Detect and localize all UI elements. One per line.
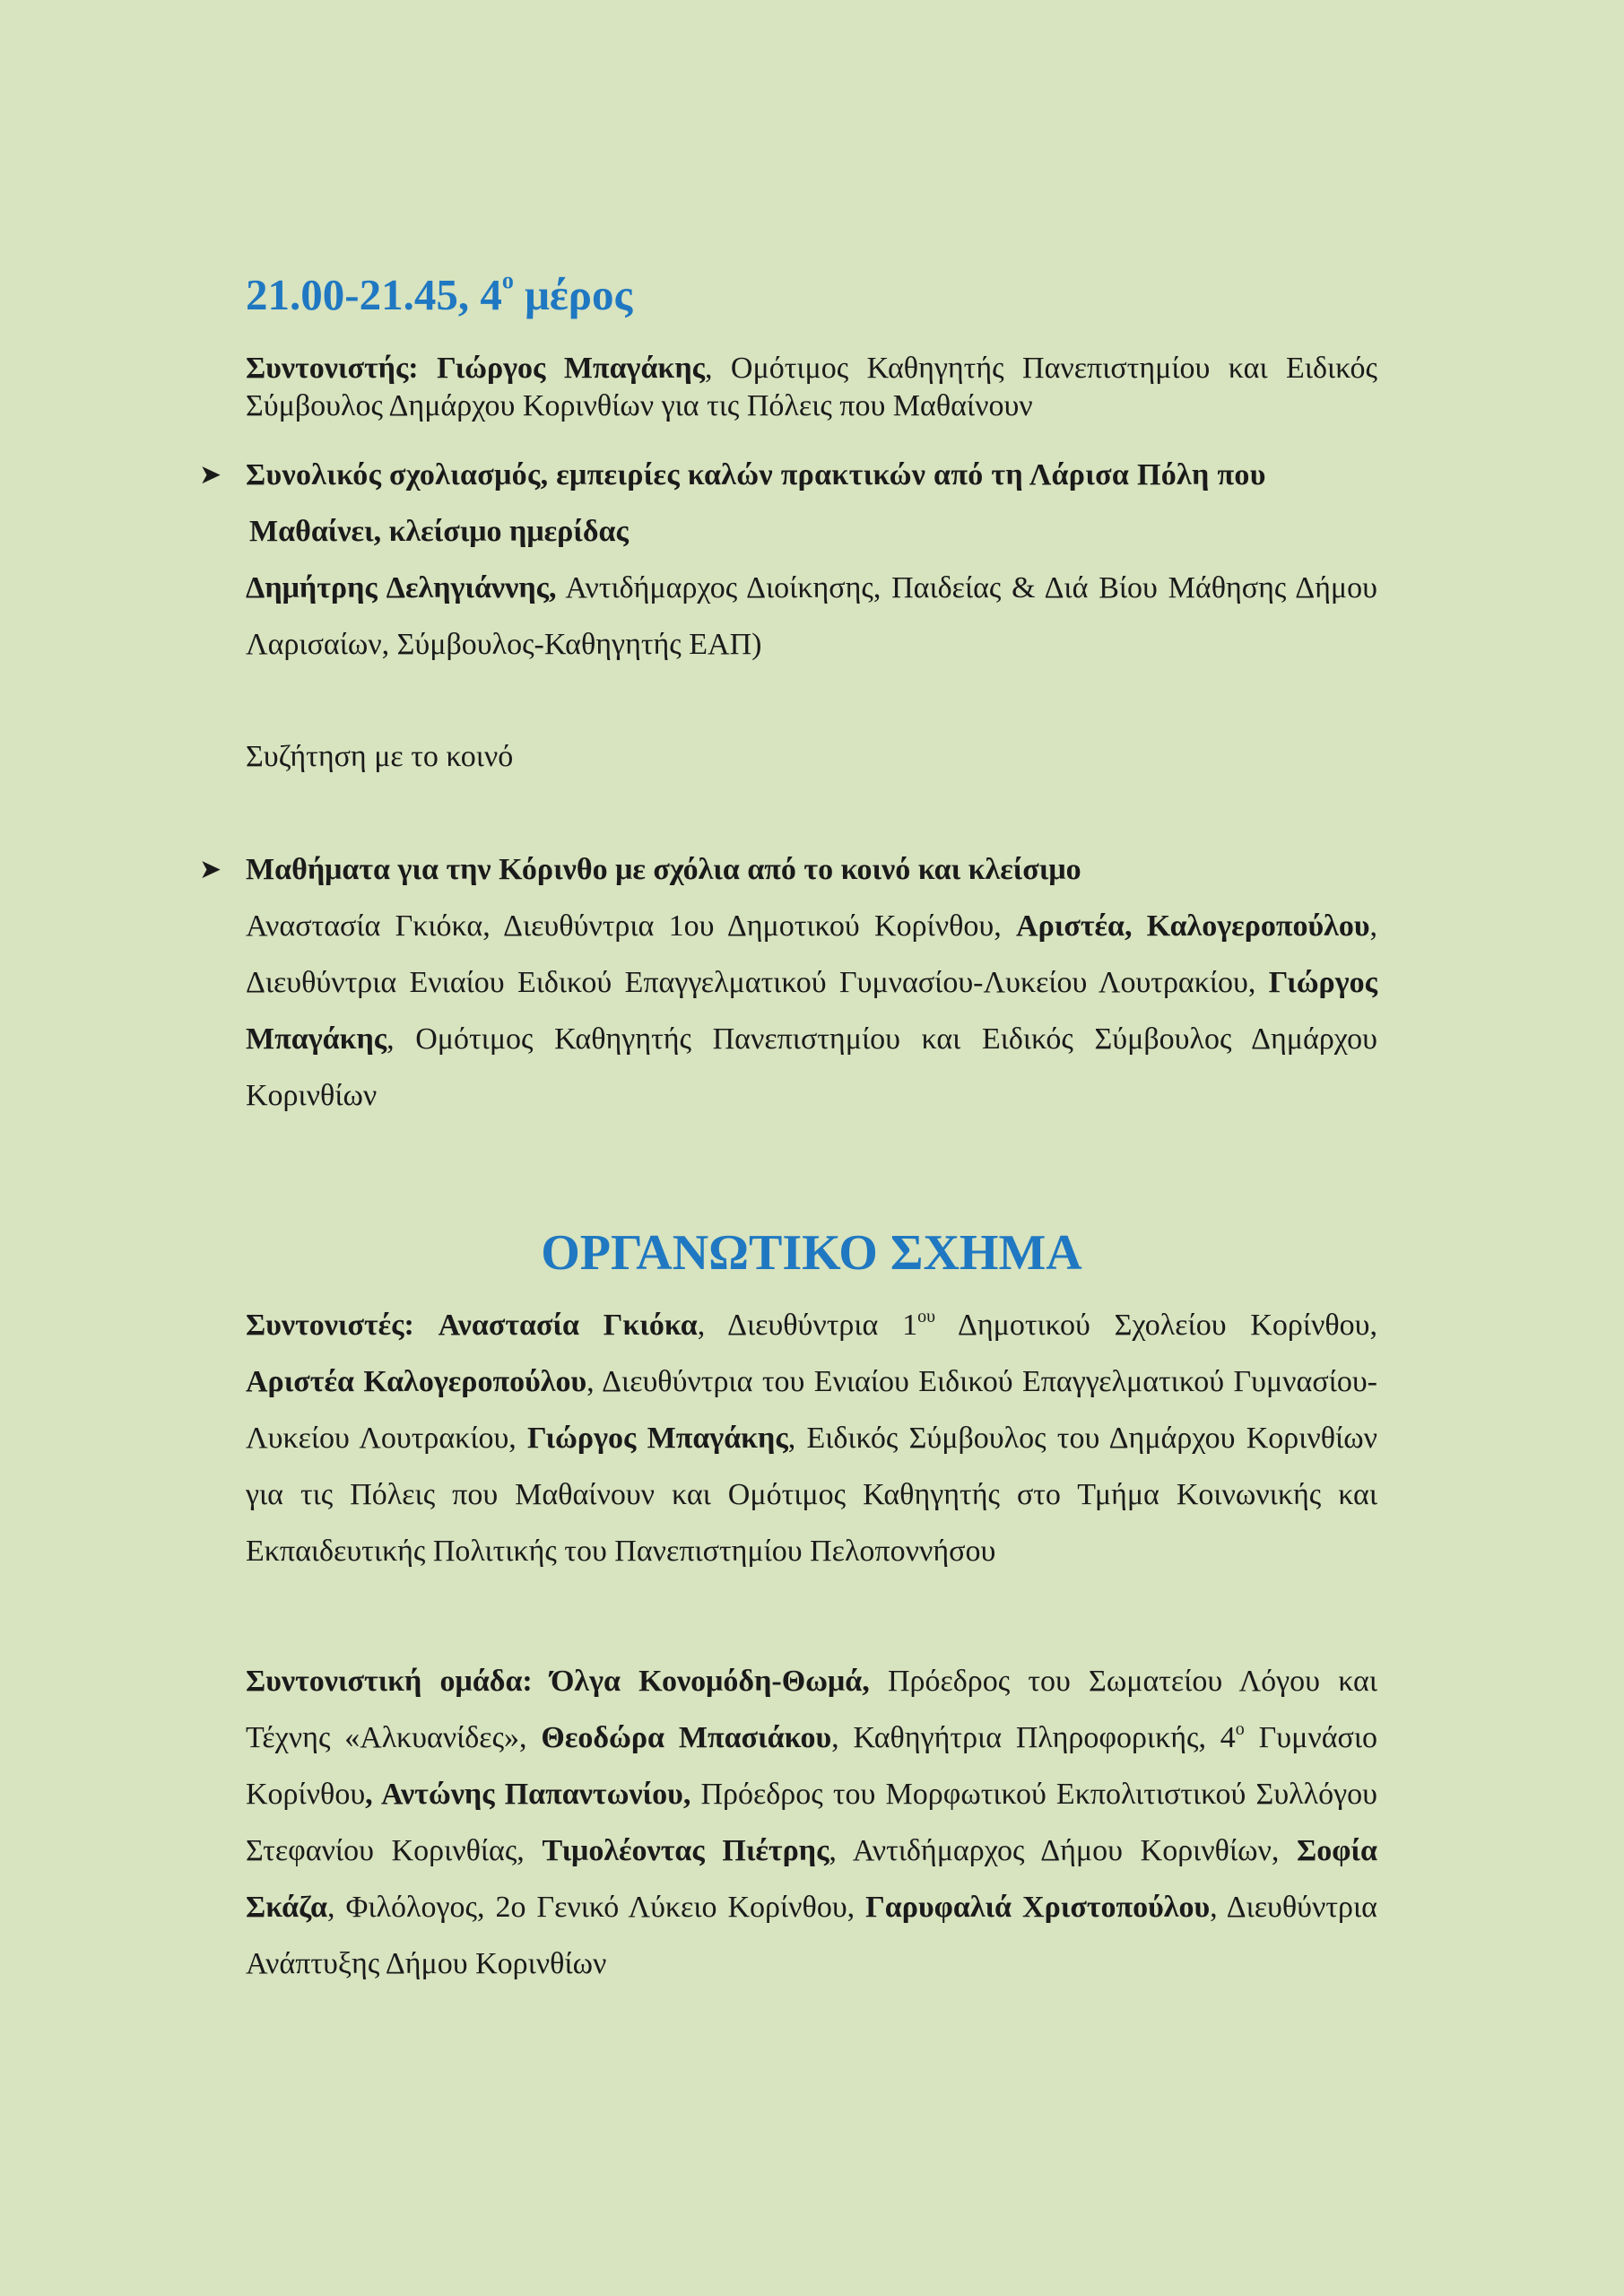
coordinator-2-name: Αριστέα Καλογεροπούλου bbox=[246, 1365, 587, 1398]
team-member-5-desc: , Φιλόλογος, 2ο Γενικό Λύκειο Κορίνθου, bbox=[326, 1891, 866, 1924]
coordinator-3-name: Γιώργος Μπαγάκης bbox=[527, 1422, 788, 1455]
session-heading bbox=[246, 269, 632, 322]
agenda-item-1-title-line2: Μαθαίνει, κλείσιμο ημερίδας bbox=[249, 515, 629, 548]
org-coordinators bbox=[246, 1297, 1377, 1579]
agenda-item-2-title: Μαθήματα για την Κόρινθο με σχόλια από το κοινό και κλείσιμο bbox=[246, 853, 1081, 886]
session-part: μέρος bbox=[513, 270, 633, 319]
agenda-item-2-speakers bbox=[246, 898, 1377, 1124]
coordinator-3-desc: , Ειδικός Σύμβουλος του Δημάρχου Κορινθίων για τις Πόλεις που Μαθαίνουν και Ομότιμος Καθηγητής στο Τμήμα Κοινωνικής και Εκπαιδευτικής Πολιτικής του Πανεπιστημίου Πελοποννήσου bbox=[246, 1422, 1377, 1568]
team-member-5-name: Σοφία Σκάζα bbox=[246, 1834, 1377, 1924]
speaker-3-name: Γιώργος Μπαγάκης bbox=[246, 966, 1377, 1056]
coordinator-label: Συντονιστής: bbox=[246, 352, 419, 385]
arrow-bullet-icon: ➤ bbox=[199, 855, 222, 884]
team-member-2-desc-b: Γυμνάσιο Κορίνθου bbox=[246, 1721, 1378, 1811]
team-member-1-desc: Πρόεδρος του Σωματείου Λόγου και Τέχνης «Αλκυανίδες», bbox=[246, 1665, 1377, 1754]
agenda-item-1-speaker bbox=[246, 560, 1377, 673]
team-member-2-sup: ο bbox=[1235, 1719, 1245, 1739]
team-member-1-name: Όλγα Κονομόδη-Θωμά, bbox=[550, 1665, 870, 1698]
session-time: 21.00-21.45, 4 bbox=[246, 270, 502, 319]
coordinator-name: Γιώργος Μπαγάκης bbox=[437, 352, 705, 385]
coordinator-1-name: Αναστασία Γκιόκα bbox=[438, 1309, 698, 1342]
speakers-part-3: , Ομότιμος Καθηγητής Πανεπιστημίου και Ειδικός Σύμβουλος Δημάρχου Κορινθίων bbox=[246, 1022, 1377, 1112]
coordinators-label: Συντονιστές: bbox=[246, 1309, 414, 1342]
coordinator-desc: , Ομότιμος Καθηγητής Πανεπιστημίου και Ειδικός Σύμβουλος Δημάρχου Κορινθίων για τις Πόλεις που Μαθαίνουν bbox=[246, 352, 1377, 422]
team-label: Συντονιστική ομάδα: bbox=[246, 1665, 533, 1698]
coordinator-1-desc-a: , Διευθύντρια 1 bbox=[697, 1309, 918, 1342]
session-coordinator bbox=[246, 350, 1377, 425]
org-section-title: ΟΡΓΑΝΩΤΙΚΟ ΣΧΗΜΑ bbox=[541, 1225, 1082, 1281]
agenda-item-1-title-line1: Συνολικός σχολιασμός, εμπειρίες καλών πρακτικών από τη Λάρισα Πόλη που bbox=[246, 458, 1266, 491]
coordinator-1-sup: ου bbox=[917, 1307, 936, 1326]
speakers-part-2: , Διευθύντρια Ενιαίου Ειδικού Επαγγελματικού Γυμνασίου-Λυκείου Λουτρακίου, bbox=[246, 909, 1378, 999]
team-member-6-desc: , Διευθύντρια Ανάπτυξης Δήμου Κορινθίων bbox=[246, 1891, 1377, 1980]
team-member-2-name: Θεοδώρα Μπασιάκου bbox=[541, 1721, 832, 1754]
discussion-line: Συζήτηση με το κοινό bbox=[246, 740, 514, 773]
arrow-bullet-icon: ➤ bbox=[199, 460, 222, 490]
team-member-2-desc-a: , Καθηγήτρια Πληροφορικής, 4 bbox=[831, 1721, 1236, 1754]
speaker-name: Δημήτρης Δεληγιάννης, bbox=[246, 571, 557, 604]
document-page bbox=[199, 0, 1378, 2296]
speakers-part-1: Αναστασία Γκιόκα, Διευθύντρια 1ου Δημοτικού Κορίνθου, bbox=[246, 909, 1017, 943]
agenda-item-2 bbox=[199, 841, 1378, 1124]
team-member-6-name: Γαρυφαλιά Χριστοπούλου bbox=[865, 1891, 1211, 1924]
coordinator-2-desc: , Διευθύντρια του Ενιαίου Ειδικού Επαγγελματικού Γυμνασίου-Λυκείου Λουτρακίου, bbox=[246, 1365, 1378, 1455]
org-team bbox=[246, 1653, 1377, 1992]
team-member-3-name: , Αντώνης Παπαντωνίου, bbox=[365, 1778, 691, 1811]
session-ordinal: ο bbox=[501, 267, 514, 293]
speaker-desc: Αντιδήμαρχος Διοίκησης, Παιδείας & Διά Βίου Μάθησης Δήμου Λαρισαίων, Σύμβουλος-Καθηγητής ΕΑΠ) bbox=[246, 571, 1377, 661]
team-member-4-desc: , Αντιδήμαρχος Δήμου Κορινθίων, bbox=[829, 1834, 1298, 1867]
speaker-2-name: Αριστέα, Καλογεροπούλου bbox=[1016, 909, 1370, 943]
team-member-4-name: Τιμολέοντας Πιέτρης bbox=[542, 1834, 829, 1867]
coordinator-1-desc-b: Δημοτικού Σχολείου Κορίνθου, bbox=[935, 1309, 1377, 1342]
agenda-item-1 bbox=[199, 447, 1377, 673]
team-member-3-desc: Πρόεδρος του Μορφωτικού Εκπολιτιστικού Συλλόγου Στεφανίου Κορινθίας, bbox=[246, 1778, 1377, 1867]
